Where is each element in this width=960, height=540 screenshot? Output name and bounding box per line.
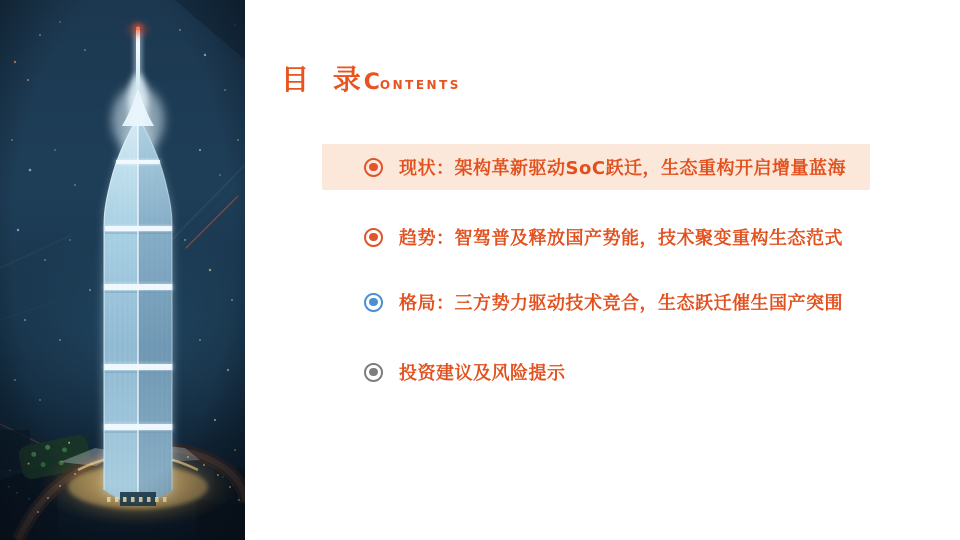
bullet-dot-icon bbox=[369, 233, 378, 242]
radio-bullet-icon bbox=[364, 228, 383, 247]
toc-item-label: 投资建议及风险提示 bbox=[399, 363, 566, 384]
title-english-initial: C bbox=[363, 70, 380, 95]
toc-item-investment-advice[interactable] bbox=[322, 349, 870, 395]
bullet-dot-icon bbox=[369, 163, 378, 172]
page-title bbox=[281, 63, 461, 96]
toc-item-trend[interactable] bbox=[322, 214, 870, 260]
title-english-rest: ONTENTS bbox=[379, 78, 461, 92]
bullet-dot-icon bbox=[369, 368, 378, 377]
toc-item-landscape[interactable] bbox=[322, 279, 870, 325]
toc-item-label: 趋势：智驾普及释放国产势能，技术聚变重构生态范式 bbox=[399, 228, 843, 249]
title-chinese: 目 录 bbox=[281, 63, 368, 96]
city-skyscraper-photo bbox=[0, 0, 245, 540]
toc-item-label: 现状：架构革新驱动SoC跃迁，生态重构开启增量蓝海 bbox=[399, 158, 847, 179]
radio-bullet-icon bbox=[364, 293, 383, 312]
radio-bullet-icon bbox=[364, 158, 383, 177]
bullet-dot-icon bbox=[369, 298, 378, 307]
radio-bullet-icon bbox=[364, 363, 383, 382]
toc-item-status-quo[interactable] bbox=[322, 144, 870, 190]
toc-item-label: 格局：三方势力驱动技术竞合，生态跃迁催生国产突围 bbox=[399, 293, 843, 314]
